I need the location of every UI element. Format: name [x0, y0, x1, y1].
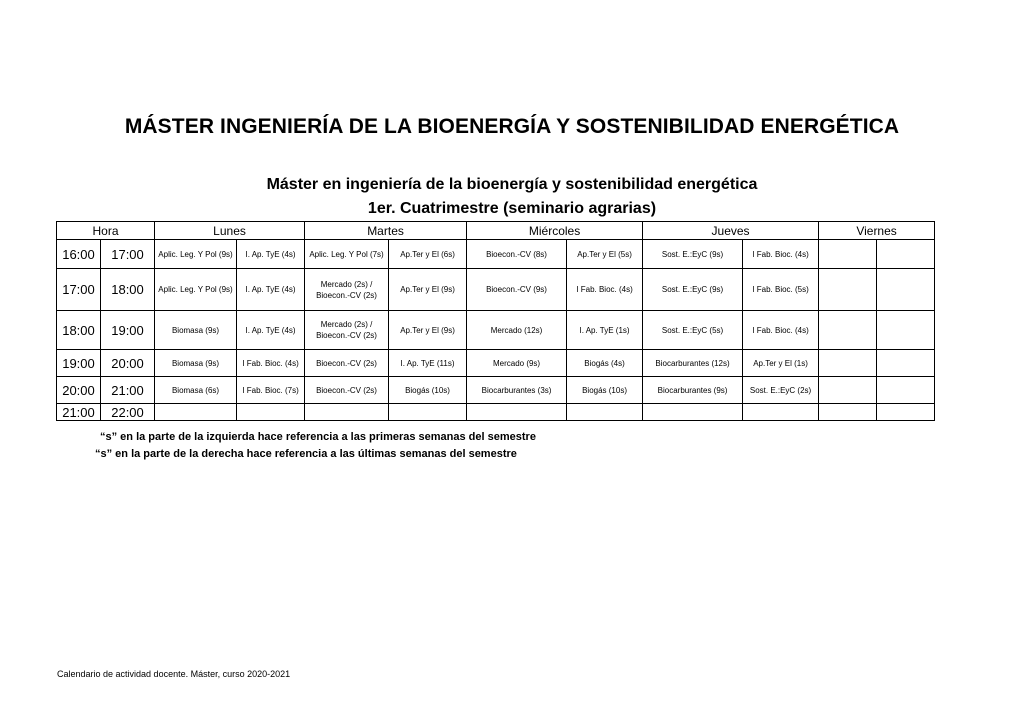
class-cell: Biogás (10s) [567, 377, 643, 404]
class-cell [877, 269, 935, 311]
class-cell [155, 404, 237, 421]
class-cell: Biogás (4s) [567, 350, 643, 377]
start-time: 16:00 [57, 240, 101, 269]
class-cell: Bioecon.-CV (9s) [467, 269, 567, 311]
class-cell [819, 377, 877, 404]
subtitle: Máster en ingeniería de la bioenergía y sostenibilidad energética [266, 176, 758, 193]
class-cell: I Fab. Bioc. (4s) [567, 269, 643, 311]
header-hora: Hora [57, 222, 155, 240]
start-time: 19:00 [57, 350, 101, 377]
class-cell: I. Ap. TyE (1s) [567, 311, 643, 350]
class-cell: Mercado (9s) [467, 350, 567, 377]
footer-text: Calendario de actividad docente. Máster, curso 2020-2021 [57, 669, 291, 679]
start-time: 17:00 [57, 269, 101, 311]
class-cell [643, 404, 743, 421]
class-cell: Ap.Ter y El (6s) [389, 240, 467, 269]
class-cell: Biomasa (9s) [155, 311, 237, 350]
header-row [57, 222, 935, 240]
class-cell [305, 404, 389, 421]
class-cell [237, 404, 305, 421]
class-cell: Biocarburantes (12s) [643, 350, 743, 377]
class-cell [819, 350, 877, 377]
class-cell: I Fab. Bioc. (7s) [237, 377, 305, 404]
class-cell: Aplic. Leg. Y Pol (9s) [155, 240, 237, 269]
table-row [57, 269, 935, 311]
class-cell [567, 404, 643, 421]
class-cell: I Fab. Bioc. (4s) [237, 350, 305, 377]
class-cell: Sost. E.:EyC (5s) [643, 311, 743, 350]
note-left-weeks: “s” en la parte de la izquierda hace referencia a las primeras semanas del semestre [100, 431, 536, 443]
header-martes: Martes [305, 222, 467, 240]
class-cell: I Fab. Bioc. (4s) [743, 311, 819, 350]
table-row [57, 404, 935, 421]
class-cell [743, 404, 819, 421]
class-cell: Sost. E.:EyC (9s) [643, 240, 743, 269]
class-cell [819, 240, 877, 269]
class-cell [819, 269, 877, 311]
class-cell: Biomasa (6s) [155, 377, 237, 404]
class-cell: I. Ap. TyE (11s) [389, 350, 467, 377]
table-row [57, 377, 935, 404]
class-cell: Sost. E.:EyC (9s) [643, 269, 743, 311]
note-right-weeks: “s” en la parte de la derecha hace referencia a las últimas semanas del semestre [95, 448, 517, 460]
class-cell: Sost. E.:EyC (2s) [743, 377, 819, 404]
class-cell: Mercado (12s) [467, 311, 567, 350]
class-cell: Biocarburantes (9s) [643, 377, 743, 404]
schedule-table [56, 221, 935, 421]
end-time: 19:00 [101, 311, 155, 350]
class-cell [819, 404, 877, 421]
start-time: 18:00 [57, 311, 101, 350]
class-cell: Ap.Ter y El (5s) [567, 240, 643, 269]
class-cell: Ap.Ter y El (1s) [743, 350, 819, 377]
start-time: 21:00 [57, 404, 101, 421]
end-time: 22:00 [101, 404, 155, 421]
class-cell: Biogás (10s) [389, 377, 467, 404]
semester-title: 1er. Cuatrimestre (seminario agrarias) [367, 200, 657, 217]
end-time: 20:00 [101, 350, 155, 377]
class-cell: Mercado (2s) / Bioecon.-CV (2s) [305, 269, 389, 311]
class-cell: I. Ap. TyE (4s) [237, 311, 305, 350]
class-cell: Bioecon.-CV (2s) [305, 377, 389, 404]
class-cell: I Fab. Bioc. (5s) [743, 269, 819, 311]
class-cell: Biocarburantes (3s) [467, 377, 567, 404]
table-row [57, 311, 935, 350]
class-cell [877, 240, 935, 269]
end-time: 17:00 [101, 240, 155, 269]
class-cell [389, 404, 467, 421]
class-cell: Ap.Ter y El (9s) [389, 311, 467, 350]
table-row [57, 240, 935, 269]
class-cell [877, 350, 935, 377]
end-time: 21:00 [101, 377, 155, 404]
start-time: 20:00 [57, 377, 101, 404]
class-cell: Ap.Ter y El (9s) [389, 269, 467, 311]
class-cell [877, 377, 935, 404]
header-miercoles: Miércoles [467, 222, 643, 240]
class-cell [819, 311, 877, 350]
table-row [57, 350, 935, 377]
class-cell: Bioecon.-CV (2s) [305, 350, 389, 377]
class-cell: Biomasa (9s) [155, 350, 237, 377]
class-cell: I Fab. Bioc. (4s) [743, 240, 819, 269]
class-cell [877, 404, 935, 421]
class-cell: I. Ap. TyE (4s) [237, 240, 305, 269]
header-lunes: Lunes [155, 222, 305, 240]
class-cell [877, 311, 935, 350]
class-cell [467, 404, 567, 421]
class-cell: Mercado (2s) / Bioecon.-CV (2s) [305, 311, 389, 350]
class-cell: Aplic. Leg. Y Pol (7s) [305, 240, 389, 269]
header-viernes: Viernes [819, 222, 935, 240]
class-cell: Bioecon.-CV (8s) [467, 240, 567, 269]
class-cell: Aplic. Leg. Y Pol (9s) [155, 269, 237, 311]
end-time: 18:00 [101, 269, 155, 311]
class-cell: I. Ap. TyE (4s) [237, 269, 305, 311]
header-jueves: Jueves [643, 222, 819, 240]
main-title: MÁSTER INGENIERÍA DE LA BIOENERGÍA Y SOSTENIBILIDAD ENERGÉTICA [124, 115, 900, 138]
